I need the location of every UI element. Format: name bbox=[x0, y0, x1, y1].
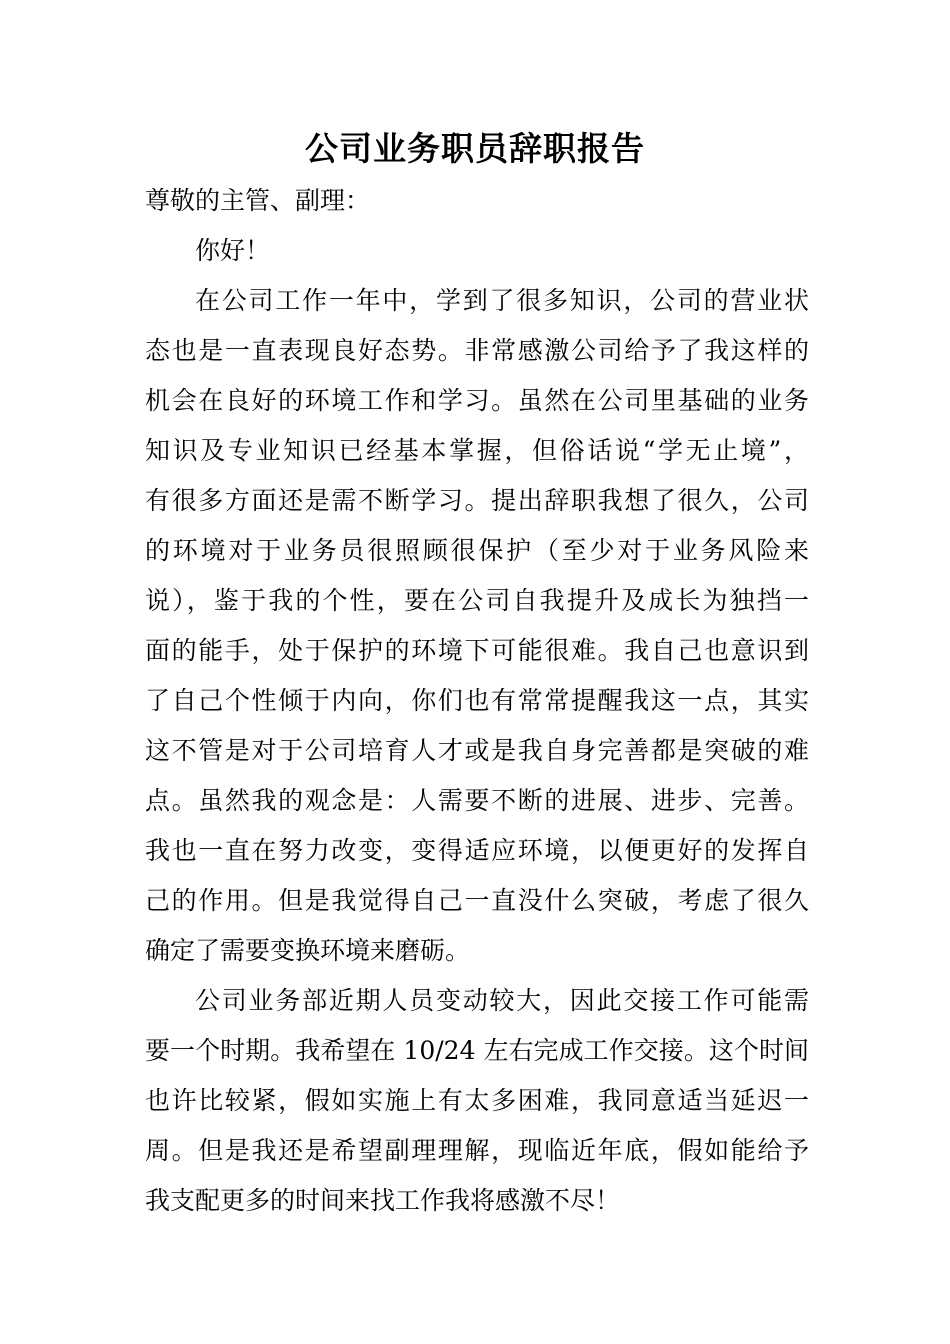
greeting: 你好！ bbox=[195, 236, 271, 265]
paragraph-line: 的环境对于业务员很照顾很保护（至少对于业务风险来 bbox=[145, 536, 809, 565]
paragraph-line: 己的作用。但是我觉得自己一直没什么突破，考虑了很久 bbox=[145, 886, 809, 915]
paragraph-line: 要一个时期。我希望在 10/24 左右完成工作交接。这个时间 bbox=[145, 1036, 809, 1065]
document-title: 公司业务职员辞职报告 bbox=[305, 129, 645, 168]
paragraph-line: 说），鉴于我的个性，要在公司自我提升及成长为独挡一 bbox=[145, 586, 809, 615]
paragraph-line: 机会在良好的环境工作和学习。虽然在公司里基础的业务 bbox=[145, 386, 809, 415]
paragraph-line: 态也是一直表现良好态势。非常感激公司给予了我这样的 bbox=[145, 336, 809, 365]
paragraph-line: 公司业务部近期人员变动较大，因此交接工作可能需 bbox=[195, 986, 809, 1015]
paragraph-line: 确定了需要变换环境来磨砺。 bbox=[145, 936, 471, 965]
paragraph-1 bbox=[145, 276, 809, 976]
paragraph-line: 在公司工作一年中，学到了很多知识，公司的营业状 bbox=[195, 286, 809, 315]
paragraph-line: 了自己个性倾于内向，你们也有常常提醒我这一点，其实 bbox=[145, 686, 809, 715]
paragraph-2 bbox=[145, 976, 809, 1226]
paragraph-line: 周。但是我还是希望副理理解，现临近年底，假如能给予 bbox=[145, 1136, 809, 1165]
paragraph-line: 我支配更多的时间来找工作我将感激不尽！ bbox=[145, 1186, 621, 1215]
paragraph-line: 点。虽然我的观念是：人需要不断的进展、进步、完善。 bbox=[145, 786, 809, 815]
paragraph-line: 这不管是对于公司培育人才或是我自身完善都是突破的难 bbox=[145, 736, 809, 765]
paragraph-line: 面的能手，处于保护的环境下可能很难。我自己也意识到 bbox=[145, 636, 809, 665]
paragraph-line: 我也一直在努力改变，变得适应环境，以便更好的发挥自 bbox=[145, 836, 809, 865]
salutation: 尊敬的主管、副理： bbox=[145, 186, 371, 215]
paragraph-line: 知识及专业知识已经基本掌握，但俗话说“学无止境”， bbox=[145, 436, 809, 465]
paragraph-line: 有很多方面还是需不断学习。提出辞职我想了很久，公司 bbox=[145, 486, 809, 515]
document-body bbox=[145, 176, 809, 1226]
paragraph-line: 也许比较紧，假如实施上有太多困难，我同意适当延迟一 bbox=[145, 1086, 809, 1115]
